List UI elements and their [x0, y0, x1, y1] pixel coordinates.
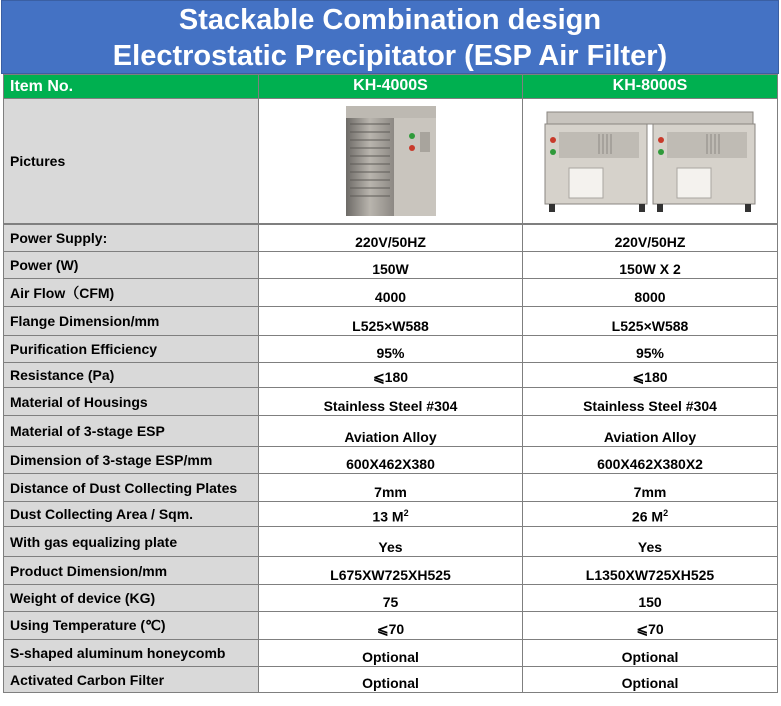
row-value-a: ⩽180 [259, 363, 523, 388]
row-label: Air Flow（CFM) [4, 279, 259, 307]
row-label: Flange Dimension/mm [4, 307, 259, 336]
row-label: With gas equalizing plate [4, 527, 259, 557]
row-value-b: 150W X 2 [523, 252, 778, 279]
row-value-a: 220V/50HZ [259, 225, 523, 252]
picture-cell-b [523, 99, 778, 224]
row-value-b: ⩽70 [523, 612, 778, 640]
table-row [4, 307, 778, 336]
area-exponent: 2 [403, 508, 409, 519]
row-value-a: Optional [259, 667, 523, 693]
table-row [4, 416, 778, 447]
table-row [4, 363, 778, 388]
row-label: Power (W) [4, 252, 259, 279]
row-label: Material of Housings [4, 388, 259, 416]
picture-cell-a [259, 99, 523, 224]
spec-table [3, 74, 778, 224]
row-value-b: Yes [523, 527, 778, 557]
spec-sheet [1, 0, 779, 693]
table-row [4, 474, 778, 502]
row-value-b [523, 502, 778, 527]
table-row [4, 388, 778, 416]
row-value-b: Optional [523, 640, 778, 667]
row-label: Distance of Dust Collecting Plates [4, 474, 259, 502]
row-label: Power Supply: [4, 225, 259, 252]
area-unit: M [391, 509, 404, 525]
row-value-a: 150W [259, 252, 523, 279]
row-value-b: Optional [523, 667, 778, 693]
table-row [4, 557, 778, 585]
row-label: S-shaped aluminum honeycomb [4, 640, 259, 667]
kh-8000s-photo [541, 106, 759, 216]
header-model-b: KH-8000S [523, 75, 778, 99]
header-model-a: KH-4000S [259, 75, 523, 99]
row-value-a: Aviation Alloy [259, 416, 523, 447]
table-row [4, 252, 778, 279]
row-value-a: L675XW725XH525 [259, 557, 523, 585]
row-label: Resistance (Pa) [4, 363, 259, 388]
row-value-a: L525×W588 [259, 307, 523, 336]
row-value-a: 75 [259, 585, 523, 612]
row-label: Purification Efficiency [4, 336, 259, 363]
row-label: Dust Collecting Area / Sqm. [4, 502, 259, 527]
table-row [4, 640, 778, 667]
table-row [4, 667, 778, 693]
row-value-a: Yes [259, 527, 523, 557]
title-banner [1, 0, 779, 74]
table-row [4, 612, 778, 640]
row-value-a: Stainless Steel #304 [259, 388, 523, 416]
table-row [4, 502, 778, 527]
header-row [4, 75, 778, 99]
row-value-b: 220V/50HZ [523, 225, 778, 252]
kh-4000s-photo [346, 106, 436, 216]
area-number: 13 [372, 509, 388, 525]
row-label: Dimension of 3-stage ESP/mm [4, 447, 259, 474]
title-line-1: Stackable Combination design [178, 4, 602, 36]
row-value-b: 600X462X380X2 [523, 447, 778, 474]
area-unit: M [651, 509, 664, 525]
row-label: Activated Carbon Filter [4, 667, 259, 693]
table-row [4, 585, 778, 612]
row-value-b: 95% [523, 336, 778, 363]
row-value-a: 7mm [259, 474, 523, 502]
row-label: Material of 3-stage ESP [4, 416, 259, 447]
row-value-a: 4000 [259, 279, 523, 307]
pictures-row [4, 99, 778, 224]
row-value-b: 8000 [523, 279, 778, 307]
header-item-no: Item No. [4, 75, 259, 99]
row-value-b: Aviation Alloy [523, 416, 778, 447]
spec-rows-table [3, 224, 778, 693]
row-value-a: 95% [259, 336, 523, 363]
row-value-a: ⩽70 [259, 612, 523, 640]
table-row [4, 279, 778, 307]
table-row [4, 225, 778, 252]
table-row [4, 527, 778, 557]
row-label: Weight of device (KG) [4, 585, 259, 612]
row-value-a: Optional [259, 640, 523, 667]
pictures-label: Pictures [4, 99, 259, 224]
row-label: Product Dimension/mm [4, 557, 259, 585]
table-row [4, 447, 778, 474]
row-value-b: L1350XW725XH525 [523, 557, 778, 585]
row-label: Using Temperature (℃) [4, 612, 259, 640]
row-value-b: 150 [523, 585, 778, 612]
row-value-b: ⩽180 [523, 363, 778, 388]
title-line-2: Electrostatic Precipitator (ESP Air Filter) [112, 40, 668, 72]
row-value-b: L525×W588 [523, 307, 778, 336]
row-value-a: 600X462X380 [259, 447, 523, 474]
area-exponent: 2 [663, 508, 669, 519]
table-row [4, 336, 778, 363]
row-value-b: 7mm [523, 474, 778, 502]
row-value-b: Stainless Steel #304 [523, 388, 778, 416]
area-number: 26 [631, 509, 648, 525]
row-value-a [259, 502, 523, 527]
